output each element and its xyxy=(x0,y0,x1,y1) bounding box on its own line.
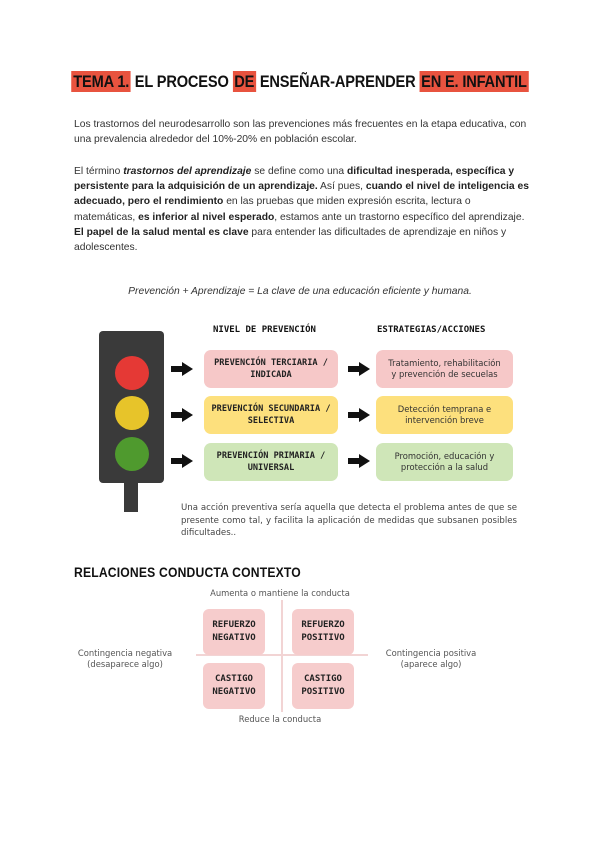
column-header-level: NIVEL DE PREVENCIÓN xyxy=(213,325,316,335)
def-text: , estamos ante un trastorno específico del aprendizaje. xyxy=(274,211,525,223)
def-text: El término xyxy=(74,166,124,177)
level-tertiary-box xyxy=(204,350,338,388)
vertical-axis xyxy=(281,600,283,712)
axis-label-left xyxy=(60,648,190,670)
def-bold: cuando el nivel de inteligencia es adecuado, pero el rendimiento xyxy=(74,181,529,208)
yellow-light xyxy=(115,396,149,430)
quadrant-label: REFUERZO xyxy=(212,620,256,630)
action-text: intervención breve xyxy=(405,415,484,425)
level-name: INDICADA xyxy=(250,370,292,380)
arrow-right-icon xyxy=(348,362,370,376)
def-text: Así pues, xyxy=(317,181,366,193)
quadrant-label: CASTIGO xyxy=(304,674,342,684)
def-text: se define como una xyxy=(251,166,347,177)
arrow-right-icon xyxy=(348,408,370,422)
def-bold: dificultad inesperada, específica y persistente para la adquisición de un aprendizaje. xyxy=(74,166,515,193)
green-light xyxy=(115,437,149,471)
quadrant-label: REFUERZO xyxy=(301,620,345,630)
axis-label-top: Aumenta o mantiene la conducta xyxy=(210,588,350,598)
section-title-relations: RELACIONES CONDUCTA CONTEXTO xyxy=(74,565,301,580)
action-text: Promoción, educación y xyxy=(394,450,495,461)
def-text: para entender las dificultades de aprendizaje en niños y adolescentes. xyxy=(74,226,507,254)
definition-paragraph xyxy=(74,164,534,255)
quadrant-positive-reinforcement xyxy=(292,609,354,655)
level-primary-box xyxy=(204,443,338,481)
arrow-right-icon xyxy=(171,408,193,422)
axis-label-bottom: Reduce la conducta xyxy=(238,714,322,724)
axis-label-line: (desaparece algo) xyxy=(87,659,163,669)
level-name: PREVENCIÓN TERCIARIA / xyxy=(214,358,328,368)
action-text: y prevención de secuelas xyxy=(391,369,498,379)
quadrant-label: POSITIVO xyxy=(301,633,345,643)
quote: Prevención + Aprendizaje = La clave de una educación eficiente y humana. xyxy=(128,286,472,297)
title-text-2: ENSEÑAR-APRENDER xyxy=(255,72,420,91)
def-bold: El papel de la salud mental es clave xyxy=(74,226,249,238)
action-text: Detección temprana e xyxy=(397,403,492,414)
quadrant-label: NEGATIVO xyxy=(212,633,256,643)
level-name: SELECTIVA xyxy=(247,416,295,426)
axis-label-line: Contingencia positiva xyxy=(385,648,477,658)
axis-label-line: (aparece algo) xyxy=(400,659,462,669)
title-highlight-2: DE xyxy=(234,72,255,91)
arrow-right-icon xyxy=(171,454,193,468)
axis-label-right xyxy=(366,648,496,670)
page-title xyxy=(42,72,558,92)
quadrant-negative-reinforcement xyxy=(203,609,265,655)
title-text-1: EL PROCESO xyxy=(130,72,233,91)
action-text: Tratamiento, rehabilitación xyxy=(388,357,501,368)
def-text: en las pruebas que miden expresión escrita, lectura o matemáticas, xyxy=(74,196,471,223)
quadrant-label: CASTIGO xyxy=(215,674,253,684)
quadrant-positive-punishment xyxy=(292,663,354,709)
intro-paragraph: Los trastornos del neurodesarrollo son las prevenciones más frecuentes en la etapa educativa, con una prevalencia alrededor del 10%-20% en población escolar. xyxy=(74,119,527,146)
quadrant-label: NEGATIVO xyxy=(212,687,256,697)
def-term: trastornos del aprendizaje xyxy=(123,166,252,177)
level-secondary-box xyxy=(204,396,338,434)
prevention-note: Una acción preventiva sería aquella que detecta el problema antes de que se presente como tal, y facilita la aplicación de medidas que subsanen posibles dificultades.. xyxy=(181,503,517,539)
title-highlight-1: TEMA 1. xyxy=(73,72,130,91)
action-primary-box xyxy=(376,443,513,481)
title-highlight-3: EN E. INFANTIL xyxy=(421,72,527,91)
quadrant-negative-punishment xyxy=(203,663,265,709)
action-text: protección a la salud xyxy=(400,462,489,472)
action-secondary-box xyxy=(376,396,513,434)
red-light xyxy=(115,356,149,390)
action-tertiary-box xyxy=(376,350,513,388)
arrow-right-icon xyxy=(171,362,193,376)
level-name: PREVENCIÓN SECUNDARIA / xyxy=(211,404,331,414)
quadrant-label: POSITIVO xyxy=(301,687,345,697)
column-header-actions: ESTRATEGIAS/ACCIONES xyxy=(377,325,486,335)
def-bold: es inferior al nivel esperado xyxy=(138,211,275,223)
level-name: UNIVERSAL xyxy=(247,463,295,473)
arrow-right-icon xyxy=(348,454,370,468)
axis-label-line: Contingencia negativa xyxy=(77,648,173,658)
level-name: PREVENCIÓN PRIMARIA / xyxy=(216,451,326,461)
